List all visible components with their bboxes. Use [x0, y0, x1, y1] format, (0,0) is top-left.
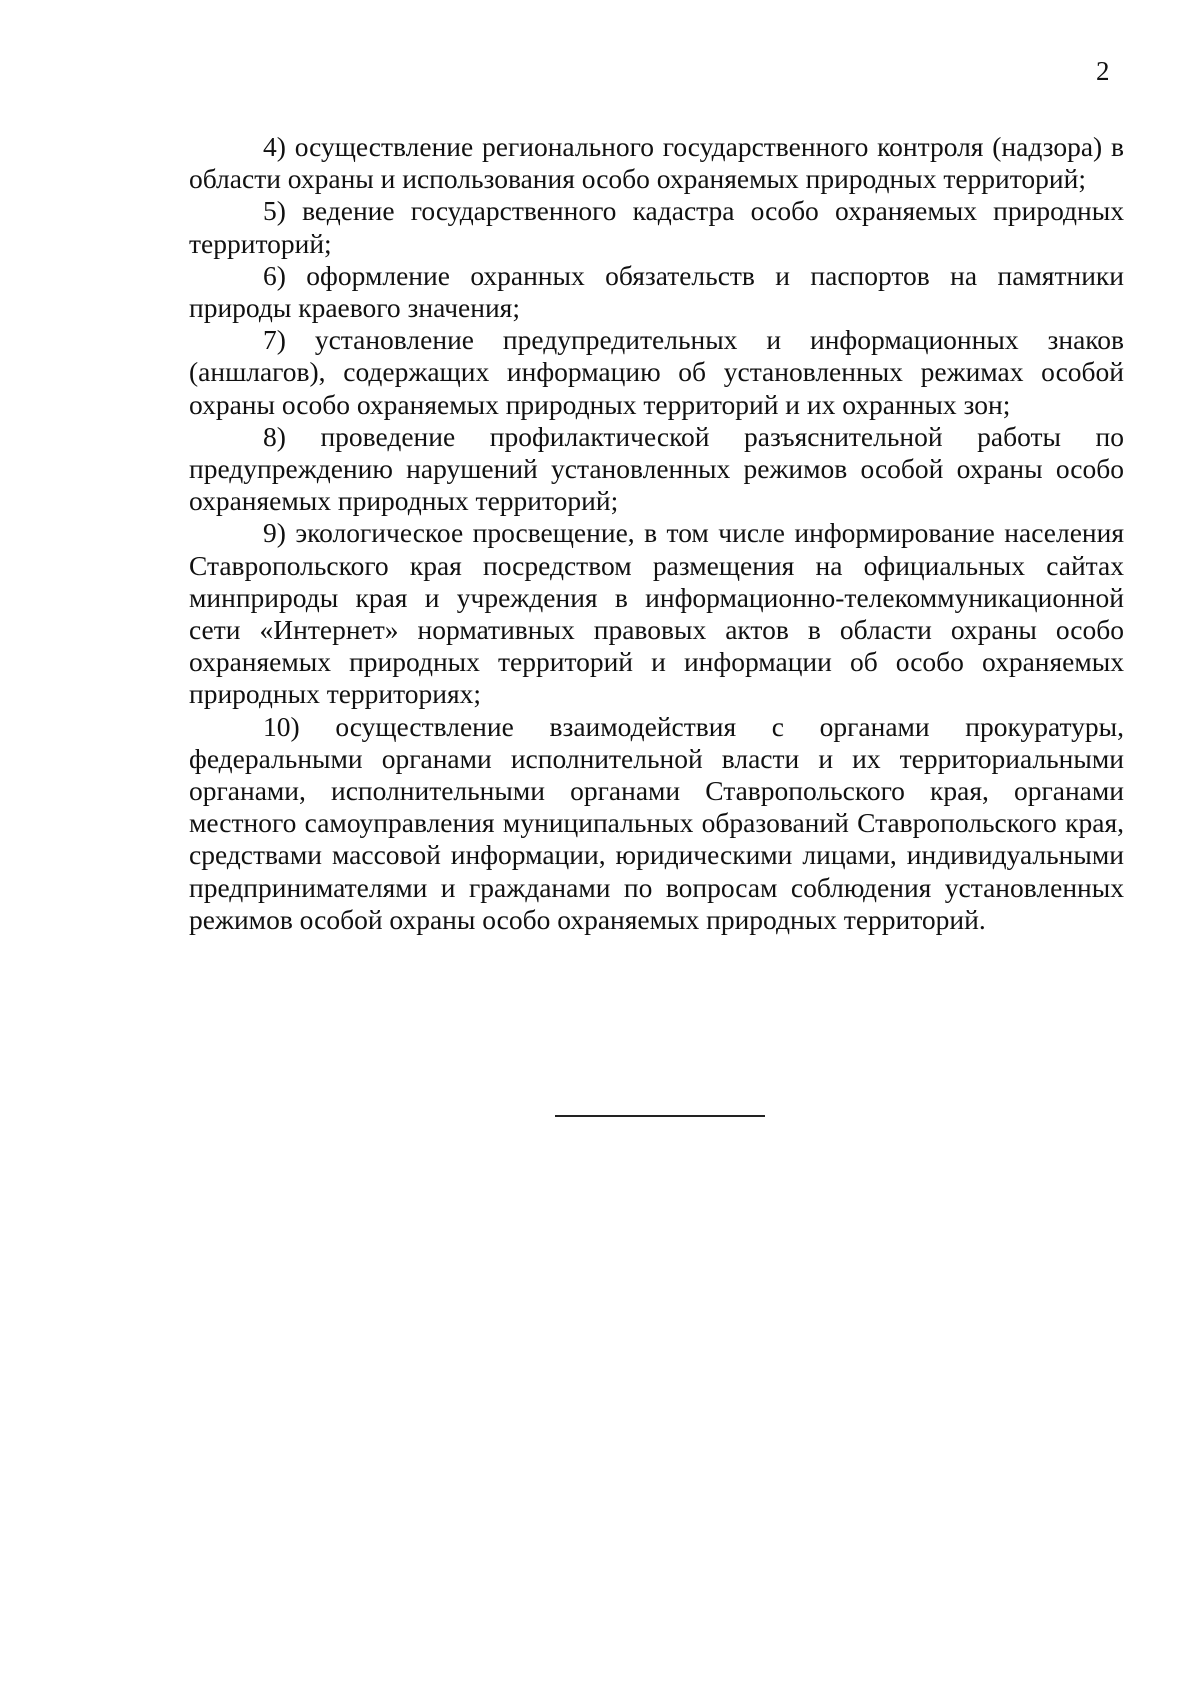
document-body	[189, 131, 1124, 936]
list-item-8: 8) проведение профилактической разъяснительной работы по предупреждению нарушений установленных режимов особой охраны особо охраняемых природных территорий;	[189, 420, 1124, 517]
list-item-7: 7) установление предупредительных и информационных знаков (аншлагов), содержащих информацию об установленных режимах особой охраны особо охраняемых природных территорий и их охранных зон;	[189, 324, 1124, 420]
list-item-5: 5) ведение государственного кадастра особо охраняемых природных территорий;	[189, 195, 1124, 259]
list-item-6: 6) оформление охранных обязательств и паспортов на памятники природы краевого значения;	[189, 259, 1124, 324]
end-of-document-rule	[555, 1115, 765, 1117]
list-item-9: 9) экологическое просвещение, в том числе информирование населения Ставропольского края посредством размещения на официальных сайтах минприроды края и учреждения в информационно-телекоммуникационной сети «Интернет» нормативных правовых актов в области охраны особо охраняемых природных территорий и информации об особо охраняемых природных территориях;	[189, 517, 1124, 710]
list-item-10: 10) осуществление взаимодействия с органами прокуратуры, федеральными органами исполнительной власти и их территориальными органами, исполнительными органами Ставропольского края, органами местного самоуправления муниципальных образований Ставропольского края, средствами массовой информации, юридическими лицами, индивидуальными предпринимателями и гражданами по вопросам соблюдения установленных режимов особой охраны особо охраняемых природных территорий.	[189, 710, 1124, 935]
page-number: 2	[1096, 56, 1110, 86]
list-item-4: 4) осуществление регионального государственного контроля (надзора) в области охраны и использования особо охраняемых природных территорий;	[189, 131, 1124, 195]
